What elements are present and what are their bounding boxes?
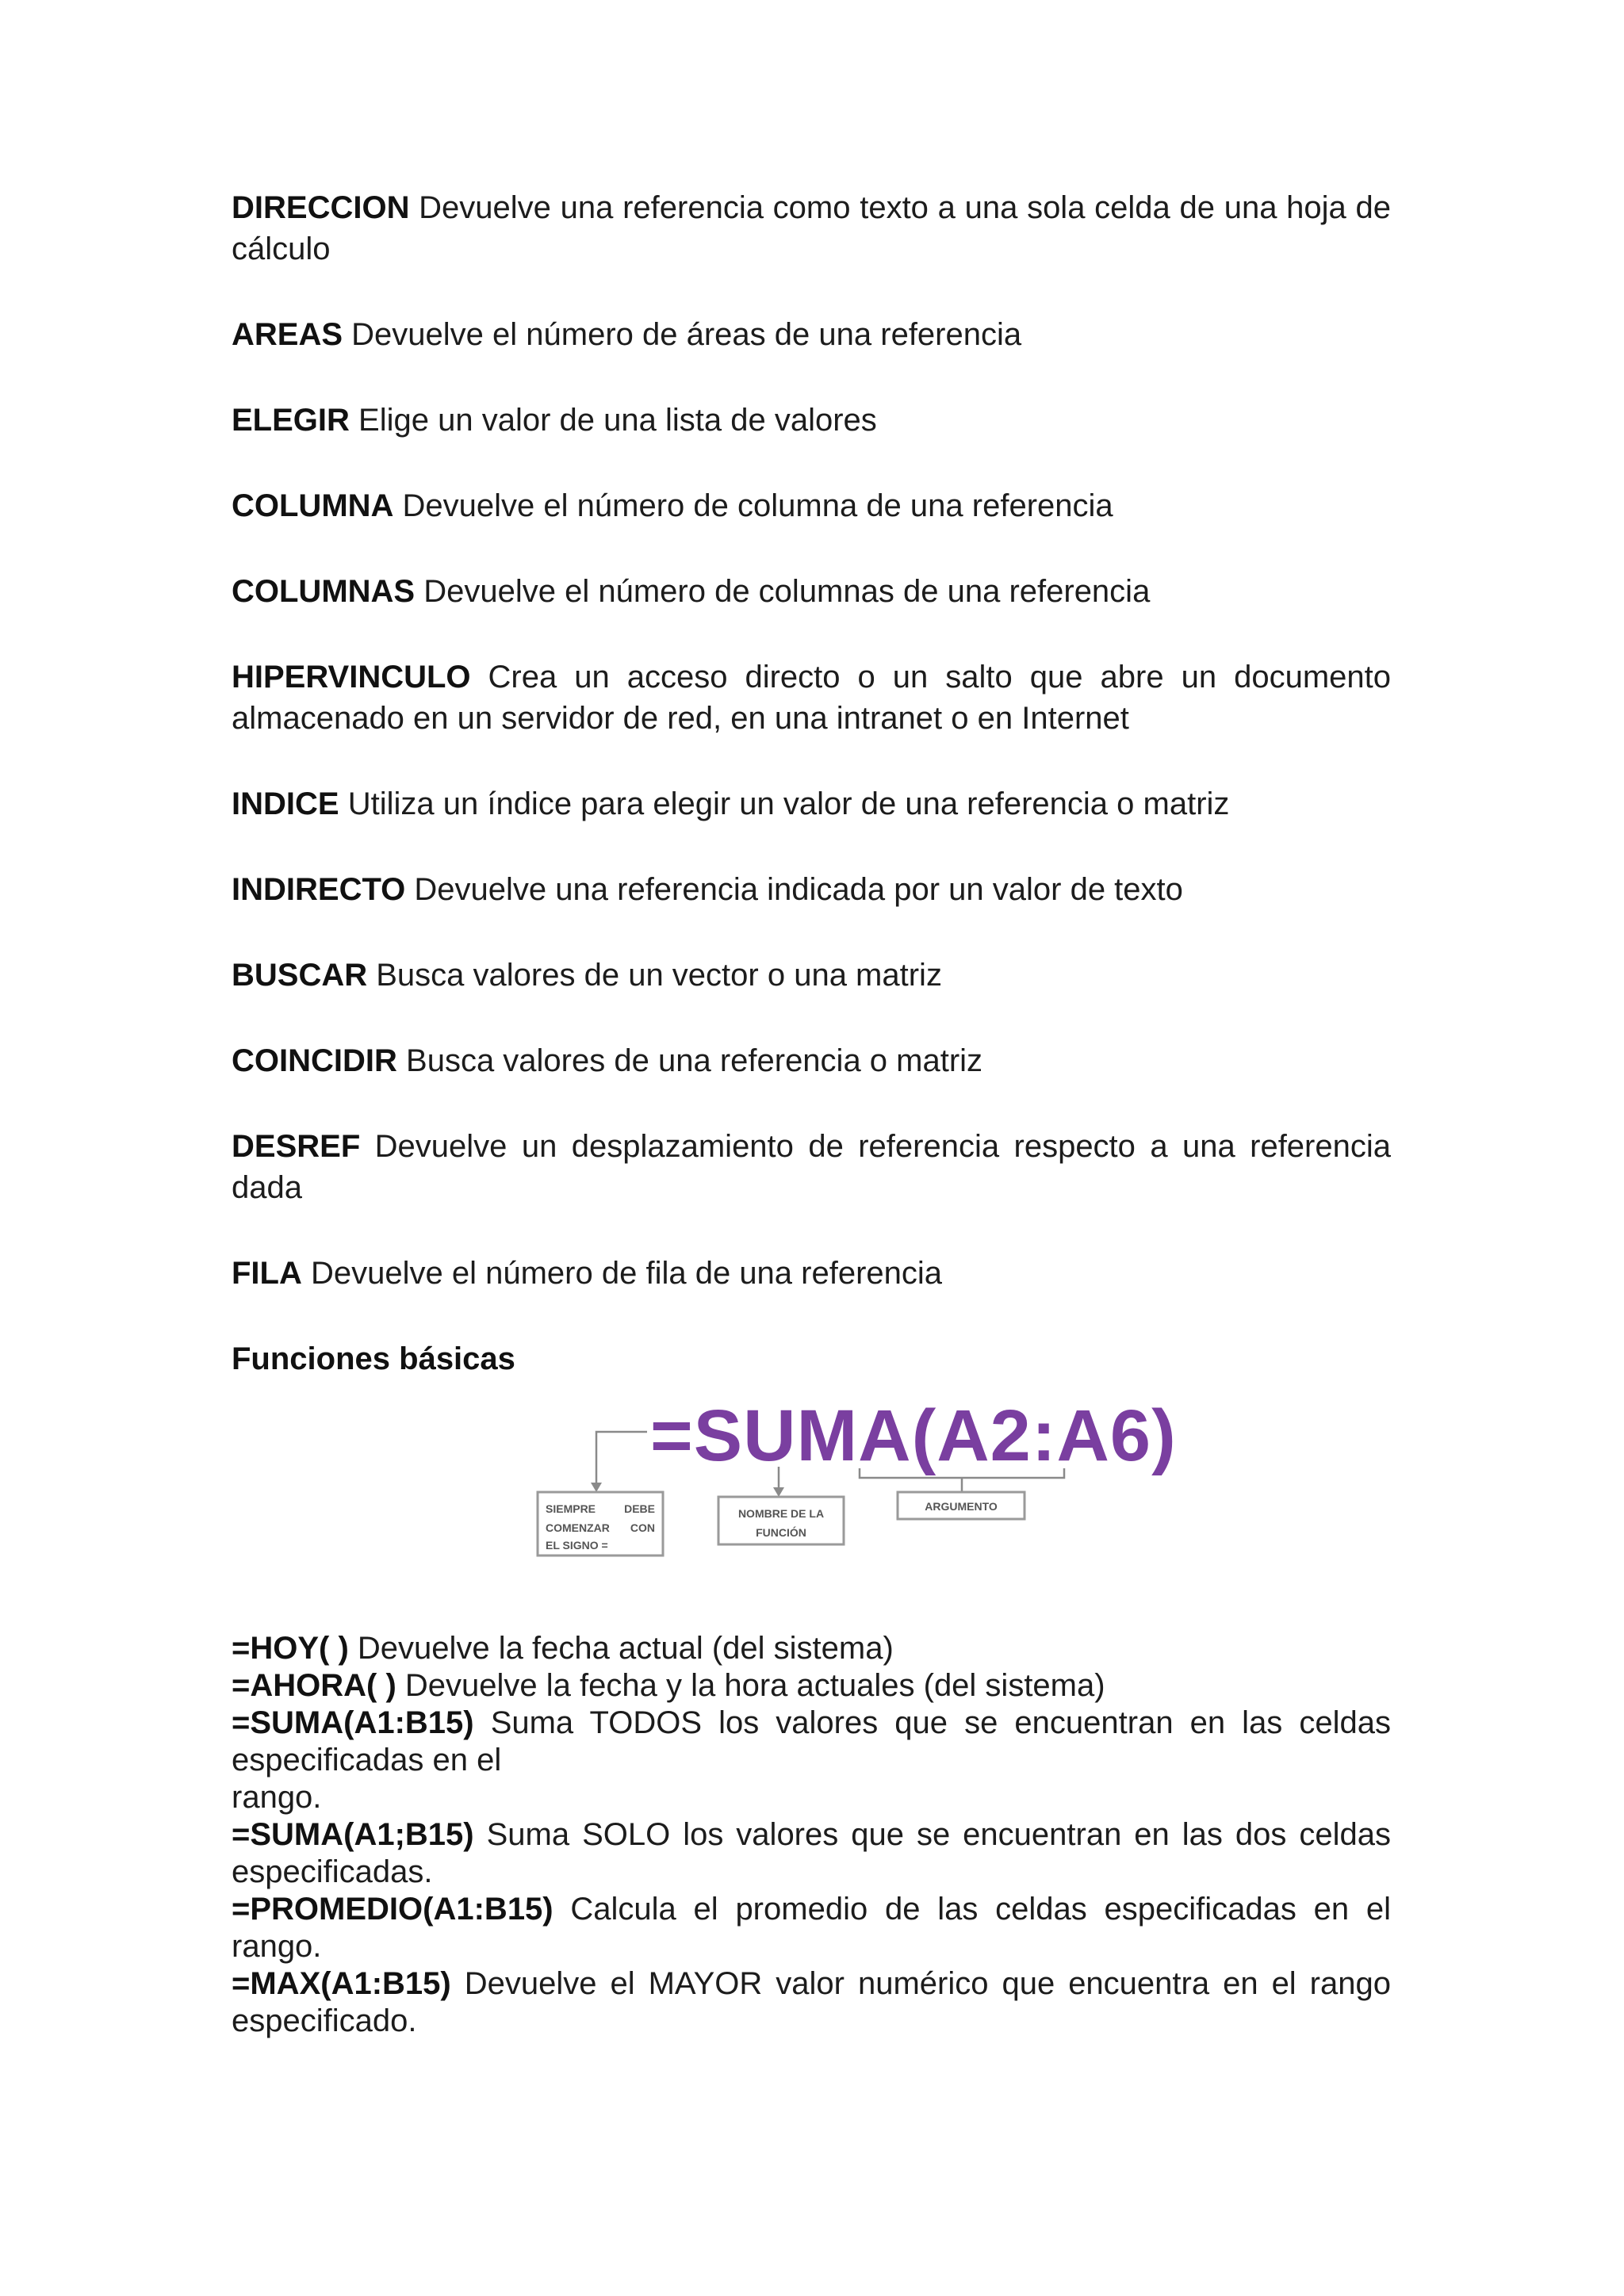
label-sign-1: SIEMPRE — [546, 1502, 596, 1515]
function-list — [232, 1630, 1391, 2040]
function-desc: Devuelve la fecha y la hora actuales (del sistema) — [404, 1668, 1105, 1703]
function-desc: Devuelve el MAYOR valor numérico que encuentra en el rango especificado. — [232, 1966, 1391, 2038]
entry-name: DESREF — [232, 1129, 361, 1164]
label-sign-4: CON — [630, 1521, 655, 1534]
function-hoy — [232, 1630, 1391, 1667]
entry-columna — [232, 485, 1391, 526]
entry-name: COINCIDIR — [232, 1043, 397, 1078]
function-name: =SUMA(A1:B15) — [232, 1705, 474, 1740]
function-suma-range — [232, 1705, 1391, 1779]
label-sign-5: EL SIGNO = — [546, 1539, 608, 1552]
entry-direccion — [232, 187, 1391, 270]
entry-name: AREAS — [232, 317, 343, 352]
entry-desc: Crea un acceso directo o un salto que abre un documento almacenado en un servidor de red, en una intranet o en Internet — [232, 660, 1391, 736]
entry-desc: Busca valores de una referencia o matriz — [406, 1043, 983, 1078]
function-suma-cells — [232, 1816, 1391, 1891]
entry-desc: Devuelve una referencia como texto a una sola celda de una hoja de cálculo — [232, 190, 1391, 266]
function-desc: Suma SOLO los valores que se encuentran en las dos celdas especificadas. — [232, 1817, 1391, 1889]
entry-name: INDICE — [232, 786, 339, 821]
entry-buscar — [232, 955, 1391, 996]
entry-desc: Devuelve el número de columnas de una referencia — [423, 574, 1151, 609]
document-page — [232, 187, 1391, 2040]
function-name: =HOY( ) — [232, 1631, 349, 1666]
entry-name: ELEGIR — [232, 403, 350, 438]
label-sign-3: COMENZAR — [546, 1521, 610, 1534]
entry-desref — [232, 1126, 1391, 1208]
entry-name: COLUMNAS — [232, 574, 416, 609]
function-max — [232, 1965, 1391, 2040]
label-argument: ARGUMENTO — [925, 1500, 998, 1513]
function-promedio — [232, 1891, 1391, 1965]
entry-name: BUSCAR — [232, 958, 368, 993]
label-sign-2: DEBE — [624, 1502, 655, 1515]
entry-indice — [232, 783, 1391, 825]
entry-desc: Devuelve una referencia indicada por un valor de texto — [414, 872, 1183, 907]
entry-coincidir — [232, 1040, 1391, 1081]
entry-name: HIPERVINCULO — [232, 660, 471, 695]
entry-desc: Devuelve el número de fila de una referencia — [311, 1256, 943, 1291]
function-desc: Devuelve la fecha actual (del sistema) — [357, 1631, 894, 1666]
entry-columnas — [232, 571, 1391, 612]
entry-areas — [232, 314, 1391, 355]
function-ahora — [232, 1667, 1391, 1705]
entry-name: FILA — [232, 1256, 302, 1291]
arrow-down-icon — [591, 1483, 602, 1492]
arrow-down-icon — [773, 1487, 784, 1497]
entry-desc: Busca valores de un vector o una matriz — [376, 958, 942, 993]
function-name: =MAX(A1:B15) — [232, 1966, 451, 2001]
function-desc: Suma TODOS los valores que se encuentran en las celdas especificadas en el — [232, 1705, 1391, 1777]
entry-desc: Devuelve el número de áreas de una referencia — [351, 317, 1022, 352]
entry-fila — [232, 1253, 1391, 1294]
entry-desc: Devuelve un desplazamiento de referencia respecto a una referencia dada — [232, 1129, 1392, 1205]
entry-name: INDIRECTO — [232, 872, 406, 907]
entry-name: DIRECCION — [232, 190, 410, 225]
function-desc: Calcula el promedio de las celdas especificadas en el rango. — [232, 1892, 1391, 1964]
section-title: Funciones básicas — [232, 1341, 515, 1376]
label-name-1: NOMBRE DE LA — [737, 1507, 825, 1520]
label-name-2: FUNCIÓN — [756, 1526, 806, 1539]
function-name: =SUMA(A1;B15) — [232, 1817, 474, 1852]
entry-desc: Elige un valor de una lista de valores — [358, 403, 877, 438]
entry-desc: Devuelve el número de columna de una referencia — [402, 488, 1113, 523]
entry-elegir — [232, 400, 1391, 441]
entry-desc: Utiliza un índice para elegir un valor de una referencia o matriz — [347, 786, 1230, 821]
connector-sign — [596, 1432, 647, 1486]
entry-hipervinculo — [232, 656, 1391, 739]
entry-indirecto — [232, 869, 1391, 910]
formula-diagram-svg — [232, 1391, 1391, 1573]
formula-text: =SUMA(A2:A6) — [650, 1395, 1177, 1476]
function-name: =AHORA( ) — [232, 1668, 396, 1703]
function-desc-cont: rango. — [232, 1780, 322, 1815]
function-suma-range-cont — [232, 1779, 1391, 1816]
formula-diagram — [232, 1391, 1391, 1573]
entry-name: COLUMNA — [232, 488, 394, 523]
function-name: =PROMEDIO(A1:B15) — [232, 1892, 553, 1927]
